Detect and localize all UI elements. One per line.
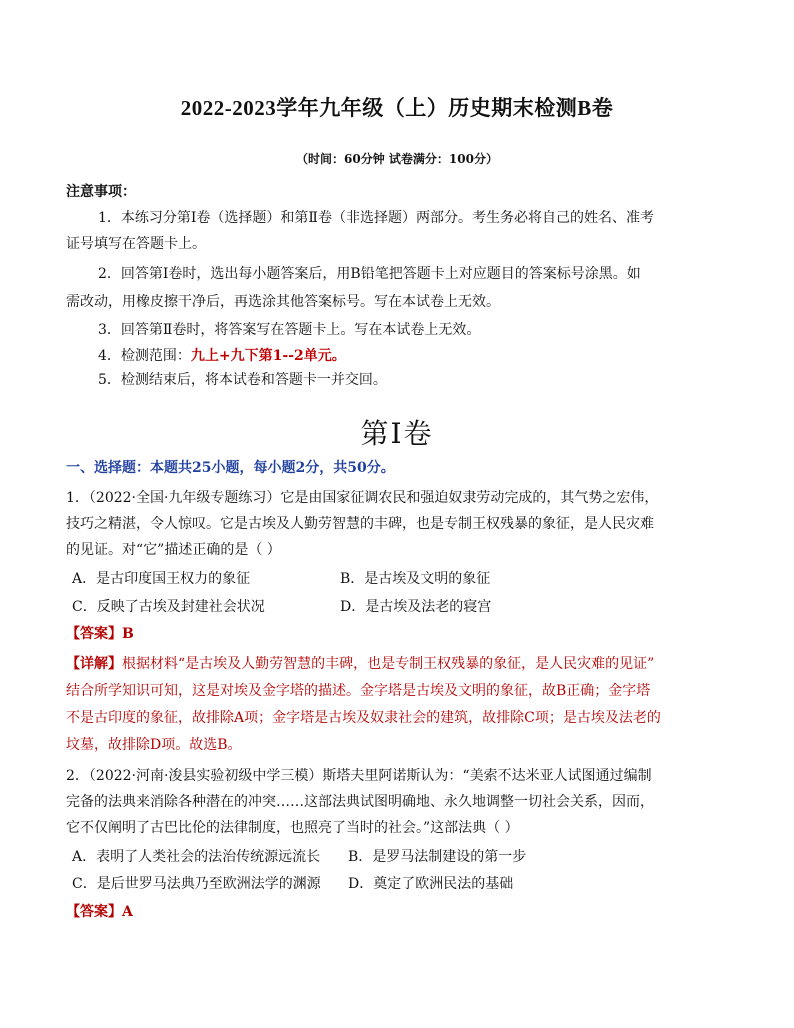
q1-detail-line-1 [66,654,654,674]
q2-stem-line-2: 完备的法典来消除各种潜在的冲突……这部法典试图明确地、永久地调整一切社会关系，因而， [66,794,654,810]
q1-answer-label: 【答案】 [66,626,122,642]
exam-title: 2022-2023学年九年级（上）历史期末检测B卷 [180,96,614,120]
q1-detail-line-2: 结合所学知识可知，这是对埃及金字塔的描述。金字塔是古埃及文明的象征，故B正确；金字塔 [66,683,651,699]
part1-heading: 一、选择题：本题共25小题，每小题2分，共50分。 [66,460,395,476]
q1-answer [66,624,134,644]
notice-item-5: 5．检测结束后，将本试卷和答题卡一并交回。 [98,372,387,388]
q2-option-d: D．奠定了欧洲民法的基础 [348,876,514,892]
q1-option-c: C．反映了古埃及封建社会状况 [72,599,265,615]
q1-option-b: B．是古埃及文明的象征 [340,571,491,587]
notice-heading: 注意事项： [66,184,136,200]
q2-answer-label: 【答案】 [66,904,122,920]
q1-option-a: A．是古印度国王权力的象征 [72,571,251,587]
q1-option-d: D．是古埃及法老的寝宫 [340,599,492,615]
q1-detail-line-3: 不是古印度的象征，故排除A项；金字塔是古埃及奴隶社会的建筑，故排除C项；是古埃及法老的 [66,710,661,726]
notice-item-4 [98,346,346,366]
notice-item-2a: 2．回答第Ⅰ卷时，选出每小题答案后，用B铅笔把答题卡上对应题目的答案标号涂黑。如 [98,266,641,282]
notice-item-1a: 1．本练习分第Ⅰ卷（选择题）和第Ⅱ卷（非选择题）两部分。考生务必将自己的姓名、准考 [98,210,654,226]
q1-detail-label: 【详解】 [66,656,122,672]
q2-stem-line-3: 它不仅阐明了古巴比伦的法律制度，也照亮了当时的社会。”这部法典（ ） [66,820,519,836]
q1-answer-value: B [122,626,134,642]
q1-stem-line-1: 1．（2022·全国·九年级专题练习）它是由国家征调农民和强迫奴隶劳动完成的，其气势之宏伟， [66,490,659,506]
q2-stem-line-1: 2．（2022·河南·浚县实验初级中学三模）斯塔夫里阿诺斯认为：“美索不达米亚人试图通过编制 [66,768,652,784]
q2-option-a: A．表明了人类社会的法治传统源远流长 [72,849,321,865]
notice-item-4-prefix: 4．检测范围： [98,348,191,364]
section-title: 第Ⅰ卷 [360,417,434,450]
notice-item-3: 3．回答第Ⅱ卷时，将答案写在答题卡上。写在本试卷上无效。 [98,322,481,338]
q2-answer [66,902,133,922]
q2-option-b: B．是罗马法制建设的第一步 [348,849,527,865]
notice-item-1b: 证号填写在答题卡上。 [66,236,206,252]
exam-range: 九上+九下第1--2单元。 [190,348,346,364]
q2-option-c: C．是后世罗马法典乃至欧洲法学的渊源 [72,876,321,892]
q1-stem-line-3: 的见证。对“它”描述正确的是（ ） [66,542,281,558]
q2-answer-value: A [122,904,133,920]
q1-detail-line-4: 坟墓，故排除D项。故选B。 [66,737,242,753]
q1-detail-text-1: 根据材料“是古埃及人勤劳智慧的丰碑，也是专制王权残暴的象征，是人民灾难的见证” [122,656,655,672]
notice-item-2b: 需改动，用橡皮擦干净后，再选涂其他答案标号。写在本试卷上无效。 [66,294,500,310]
q1-stem-line-2: 技巧之精湛，令人惊叹。它是古埃及人勤劳智慧的丰碑，也是专制王权残暴的象征，是人民灾难 [66,516,654,532]
exam-time-info: （时间：60分钟 试卷满分：100分） [296,152,498,166]
